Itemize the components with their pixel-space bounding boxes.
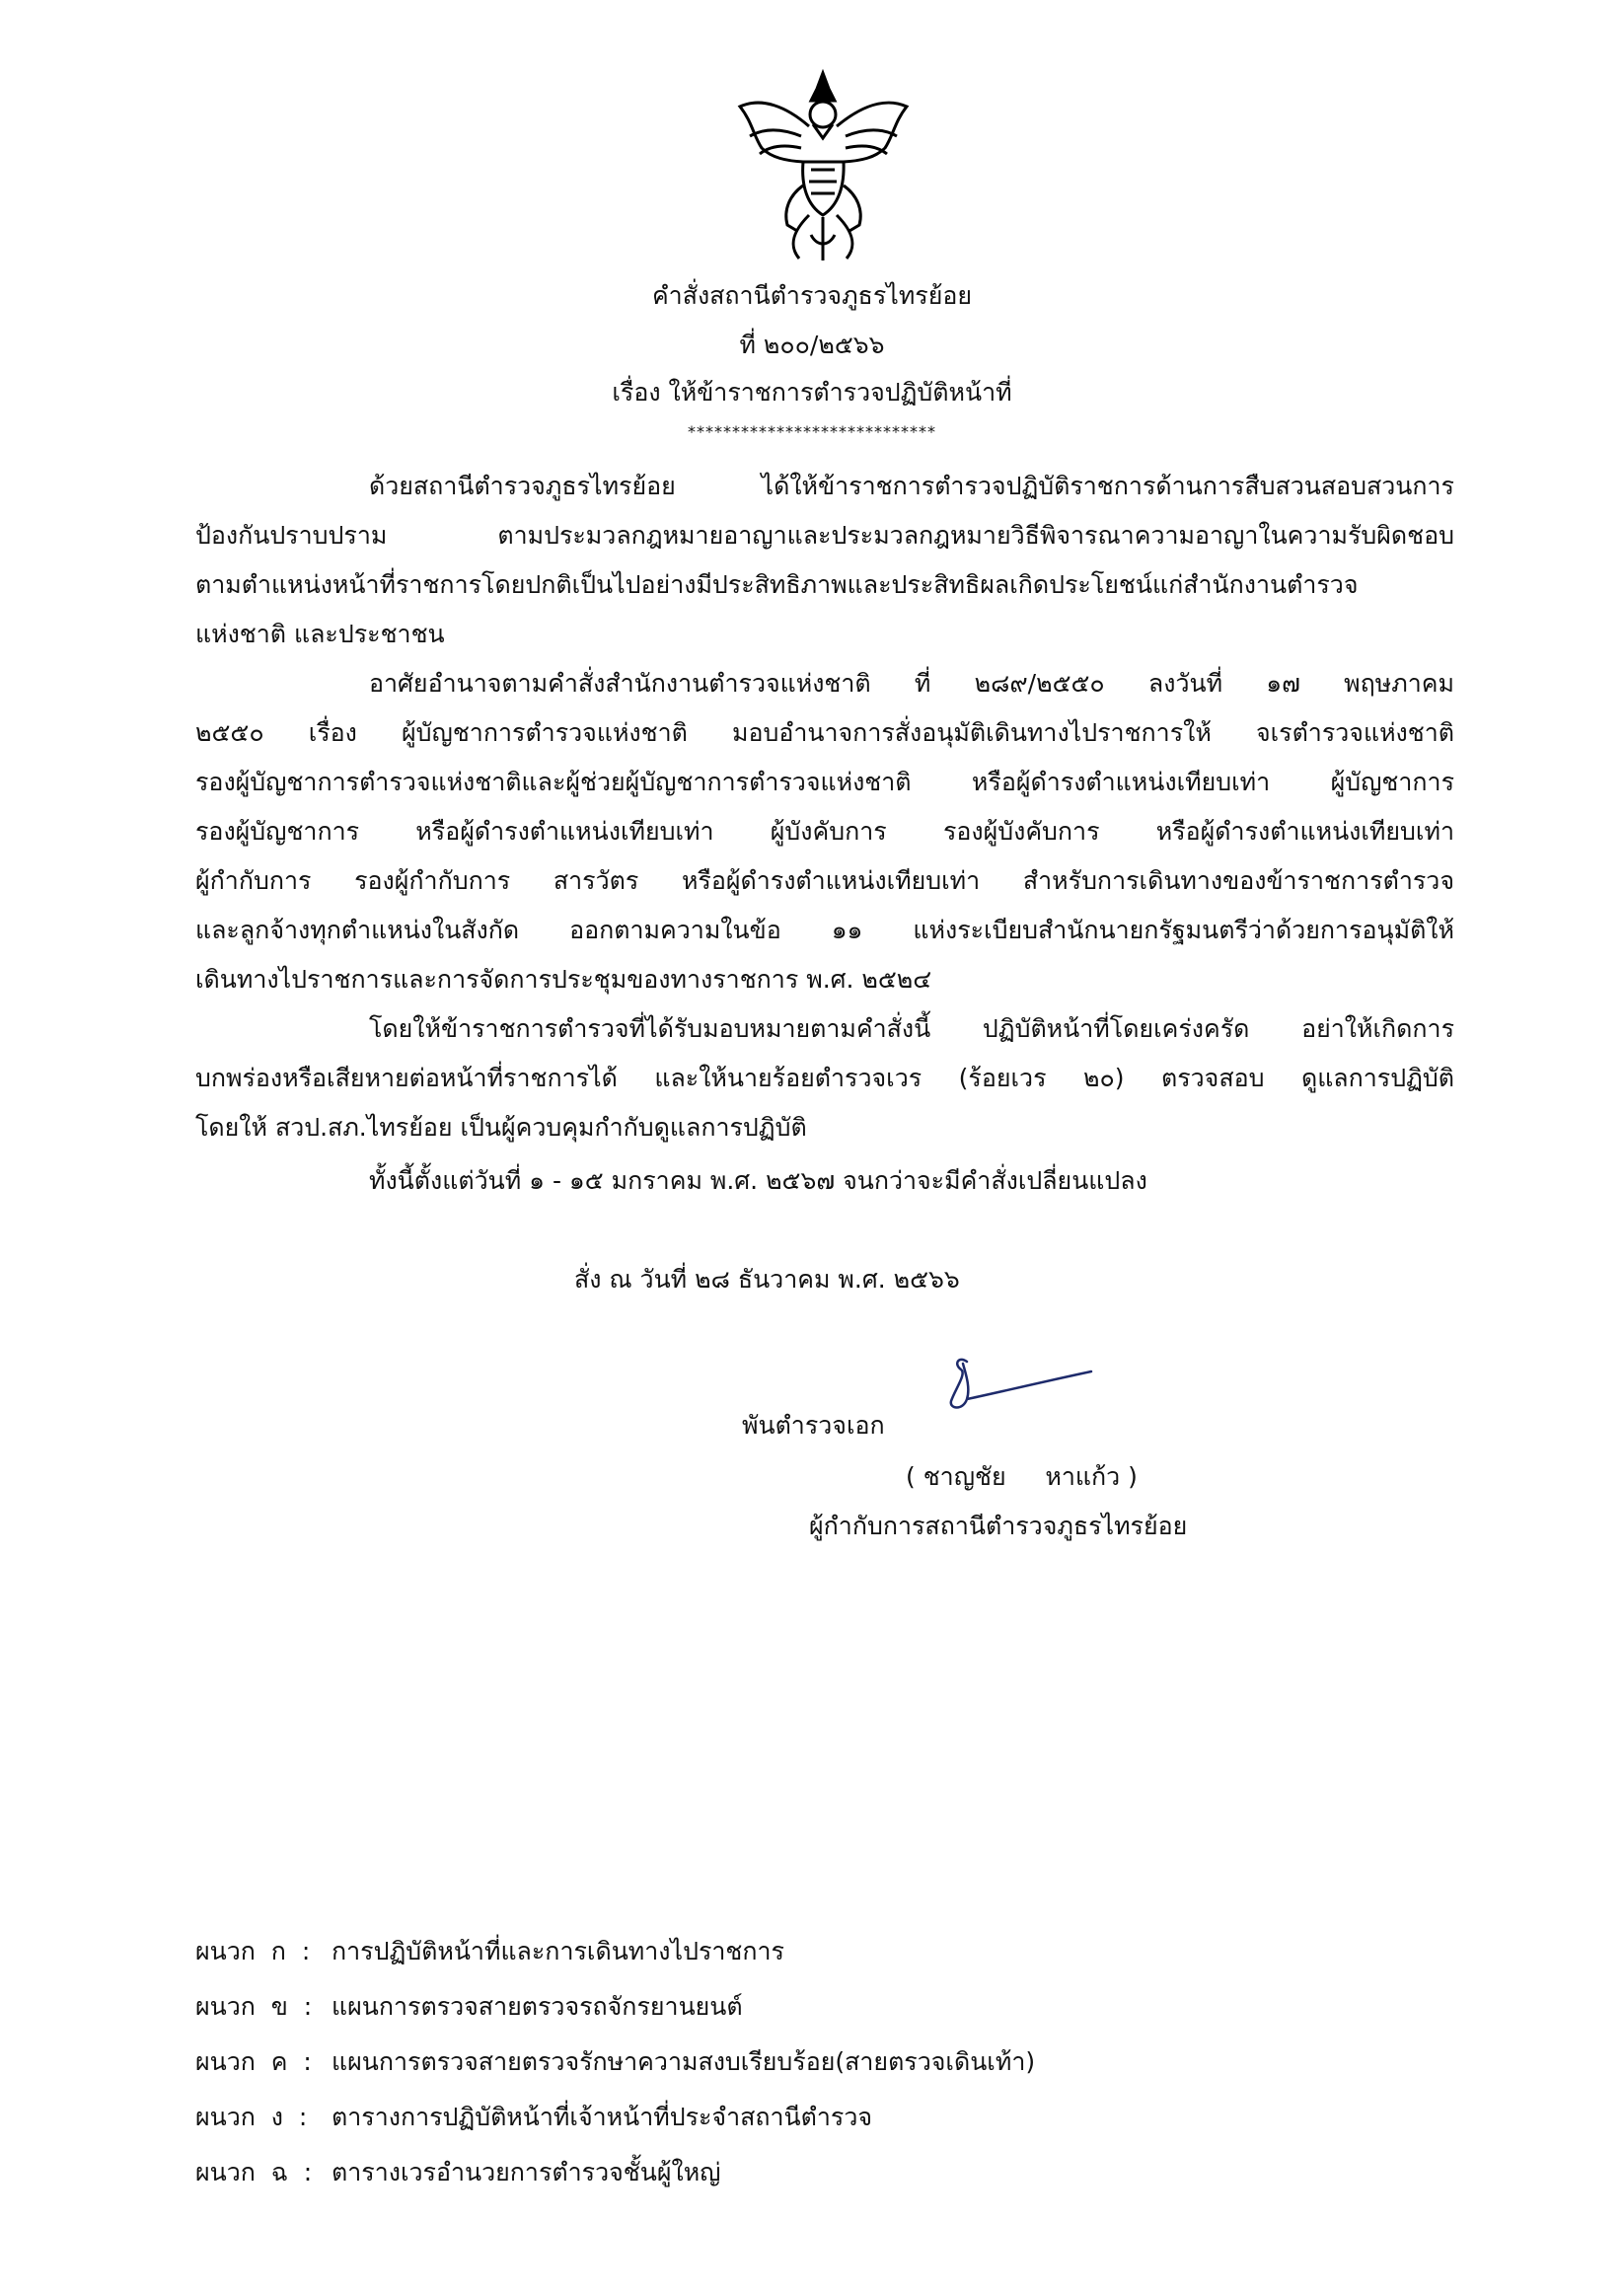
para2-line-6: และลูกจ้างทุกตำแหน่งในสังกัด ออกตามความในข้อ ๑๑ แห่งระเบียบสำนักนายกรัฐมนตรีว่าด้วยการอนุมัติให้	[195, 916, 1454, 944]
para2-line-1: อาศัยอำนาจตามคำสั่งสำนักงานตำรวจแห่งชาติ ที่ ๒๘๙/๒๕๕๐ ลงวันที่ ๑๗ พฤษภาคม	[369, 669, 1454, 698]
para3-line-2: บกพร่องหรือเสียหายต่อหน้าที่ราชการได้ และให้นายร้อยตำรวจเวร (ร้อยเวร ๒๐) ตรวจสอบ ดูแลการปฏิบัติ	[195, 1064, 1454, 1092]
para2-line-3: รองผู้บัญชาการตำรวจแห่งชาติและผู้ช่วยผู้บัญชาการตำรวจแห่งชาติ หรือผู้ดำรงตำแหน่งเทียบเท่า ผู้บัญชาการ	[195, 768, 1454, 796]
attachment-text: การปฏิบัติหน้าที่และการเดินทางไปราชการ	[332, 1937, 784, 1965]
attachment-label: ผนวก ง :	[195, 2103, 308, 2131]
para1-line-2: ป้องกันปราบปราม ตามประมวลกฎหมายอาญาและประมวลกฎหมายวิธีพิจารณาความอาญาในความรับผิดชอบ	[195, 521, 1454, 550]
attachment-item	[195, 2035, 1429, 2090]
attachment-item	[195, 1979, 1429, 2035]
attachment-label: ผนวก ข :	[195, 1992, 313, 2021]
para2-line-4: รองผู้บัญชาการ หรือผู้ดำรงตำแหน่งเทียบเท่า ผู้บังคับการ รองผู้บังคับการ หรือผู้ดำรงตำแหน่งเทียบเท่า	[195, 817, 1454, 846]
para1-line-1: ด้วยสถานีตำรวจภูธรไทรย้อย ได้ให้ข้าราชการตำรวจปฏิบัติราชการด้านการสืบสวนสอบสวนการ	[369, 472, 1454, 500]
para3-line-3: โดยให้ สวป.สภ.ไทรย้อย เป็นผู้ควบคุมกำกับดูแลการปฏิบัติ	[195, 1113, 807, 1142]
effective-date: ทั้งนี้ตั้งแต่วันที่ ๑ - ๑๕ มกราคม พ.ศ. ๒๕๖๗ จนกว่าจะมีคำสั่งเปลี่ยนแปลง	[369, 1166, 1147, 1195]
attachment-item	[195, 1924, 1429, 1979]
para3-line-1: โดยให้ข้าราชการตำรวจที่ได้รับมอบหมายตามคำสั่งนี้ ปฏิบัติหน้าที่โดยเคร่งครัด อย่าให้เกิดการ	[369, 1014, 1454, 1043]
para1-line-4: แห่งชาติ และประชาชน	[195, 620, 445, 648]
signatory-name: ( ชาญชัย หาแก้ว )	[906, 1462, 1138, 1491]
attachment-label: ผนวก ค :	[195, 2047, 312, 2076]
garuda-emblem-icon	[732, 67, 915, 264]
attachment-text: แผนการตรวจสายตรวจรถจักรยานยนต์	[332, 1992, 743, 2021]
handwritten-signature	[947, 1350, 1095, 1429]
para2-line-5: ผู้กำกับการ รองผู้กำกับการ สารวัตร หรือผู้ดำรงตำแหน่งเทียบเท่า สำหรับการเดินทางของข้าราชการตำรวจ	[195, 866, 1454, 895]
attachment-label: ผนวก ก :	[195, 1937, 311, 1965]
attachment-list	[195, 1924, 1429, 2200]
para2-line-7: เดินทางไปราชการและการจัดการประชุมของทางราชการ พ.ศ. ๒๕๒๔	[195, 965, 932, 994]
document-subject: เรื่อง ให้ข้าราชการตำรวจปฏิบัติหน้าที่	[612, 378, 1012, 407]
attachment-item	[195, 2090, 1429, 2145]
attachment-item	[195, 2145, 1429, 2200]
attachment-text: แผนการตรวจสายตรวจรักษาความสงบเรียบร้อย(สายตรวจเดินเท้า)	[332, 2047, 1036, 2076]
signatory-position: ผู้กำกับการสถานีตำรวจภูธรไทรย้อย	[809, 1512, 1188, 1540]
document-number: ที่ ๒๐๐/๒๕๖๖	[739, 331, 885, 359]
para1-line-3: ตามตำแหน่งหน้าที่ราชการโดยปกติเป็นไปอย่างมีประสิทธิภาพและประสิทธิผลเกิดประโยชน์แก่สำนักงานตำรวจ	[195, 570, 1359, 599]
ordered-date: สั่ง ณ วันที่ ๒๘ ธันวาคม พ.ศ. ๒๕๖๖	[574, 1265, 960, 1294]
attachment-label: ผนวก ฉ :	[195, 2158, 313, 2186]
title-separator: ****************************	[688, 422, 936, 441]
attachment-text: ตารางเวรอำนวยการตำรวจชั้นผู้ใหญ่	[332, 2158, 721, 2186]
document-title: คำสั่งสถานีตำรวจภูธรไทรย้อย	[651, 281, 973, 310]
signatory-rank: พันตำรวจเอก	[742, 1411, 885, 1440]
para2-line-2: ๒๕๕๐ เรื่อง ผู้บัญชาการตำรวจแห่งชาติ มอบอำนาจการสั่งอนุมัติเดินทางไปราชการให้ จเรตำรวจแห่งชาติ	[195, 718, 1454, 747]
attachment-text: ตารางการปฏิบัติหน้าที่เจ้าหน้าที่ประจำสถานีตำรวจ	[332, 2103, 873, 2131]
